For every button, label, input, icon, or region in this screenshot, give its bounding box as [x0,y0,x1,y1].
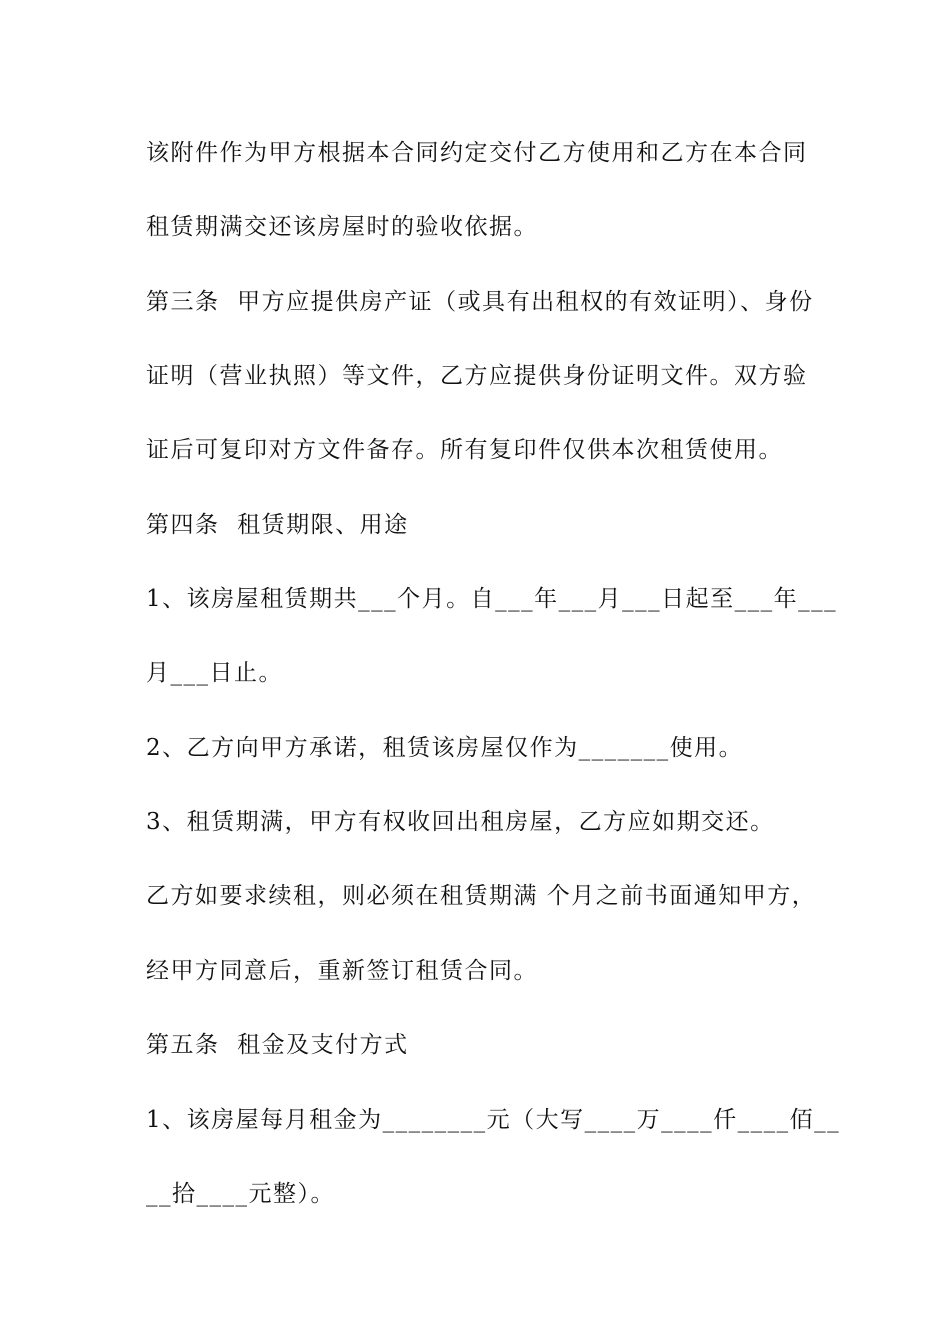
paragraph-line: 证后可复印对方文件备存。所有复印件仅供本次租赁使用。 [146,437,783,463]
paragraph-line: 1、该房屋每月租金为________元（大写____万____仟____佰__ [146,1107,841,1133]
paragraph-line: 3、租赁期满，甲方有权收回出租房屋，乙方应如期交还。 [146,809,775,835]
paragraph-line: 租赁期满交还该房屋时的验收依据。 [146,214,538,240]
paragraph-line: 证明（营业执照）等文件，乙方应提供身份证明文件。双方验 [146,363,808,389]
paragraph-line: __拾____元整）。 [146,1181,335,1207]
article-heading: 第四条 租赁期限、用途 [146,512,409,538]
article-heading: 第五条 租金及支付方式 [146,1032,409,1058]
paragraph-line: 经甲方同意后，重新签订租赁合同。 [146,958,538,984]
paragraph-line: 1、该房屋租赁期共___个月。自___年___月___日起至___年___ [146,586,838,612]
paragraph-line: 月___日止。 [146,660,283,686]
paragraph-line: 该附件作为甲方根据本合同约定交付乙方使用和乙方在本合同 [146,140,808,166]
paragraph-line: 乙方如要求续租，则必须在租赁期满 个月之前书面通知甲方， [146,883,817,909]
paragraph-line: 2、乙方向甲方承诺，租赁该房屋仅作为_______使用。 [146,735,744,761]
article-heading: 第三条 甲方应提供房产证（或具有出租权的有效证明）、身份 [146,289,814,315]
